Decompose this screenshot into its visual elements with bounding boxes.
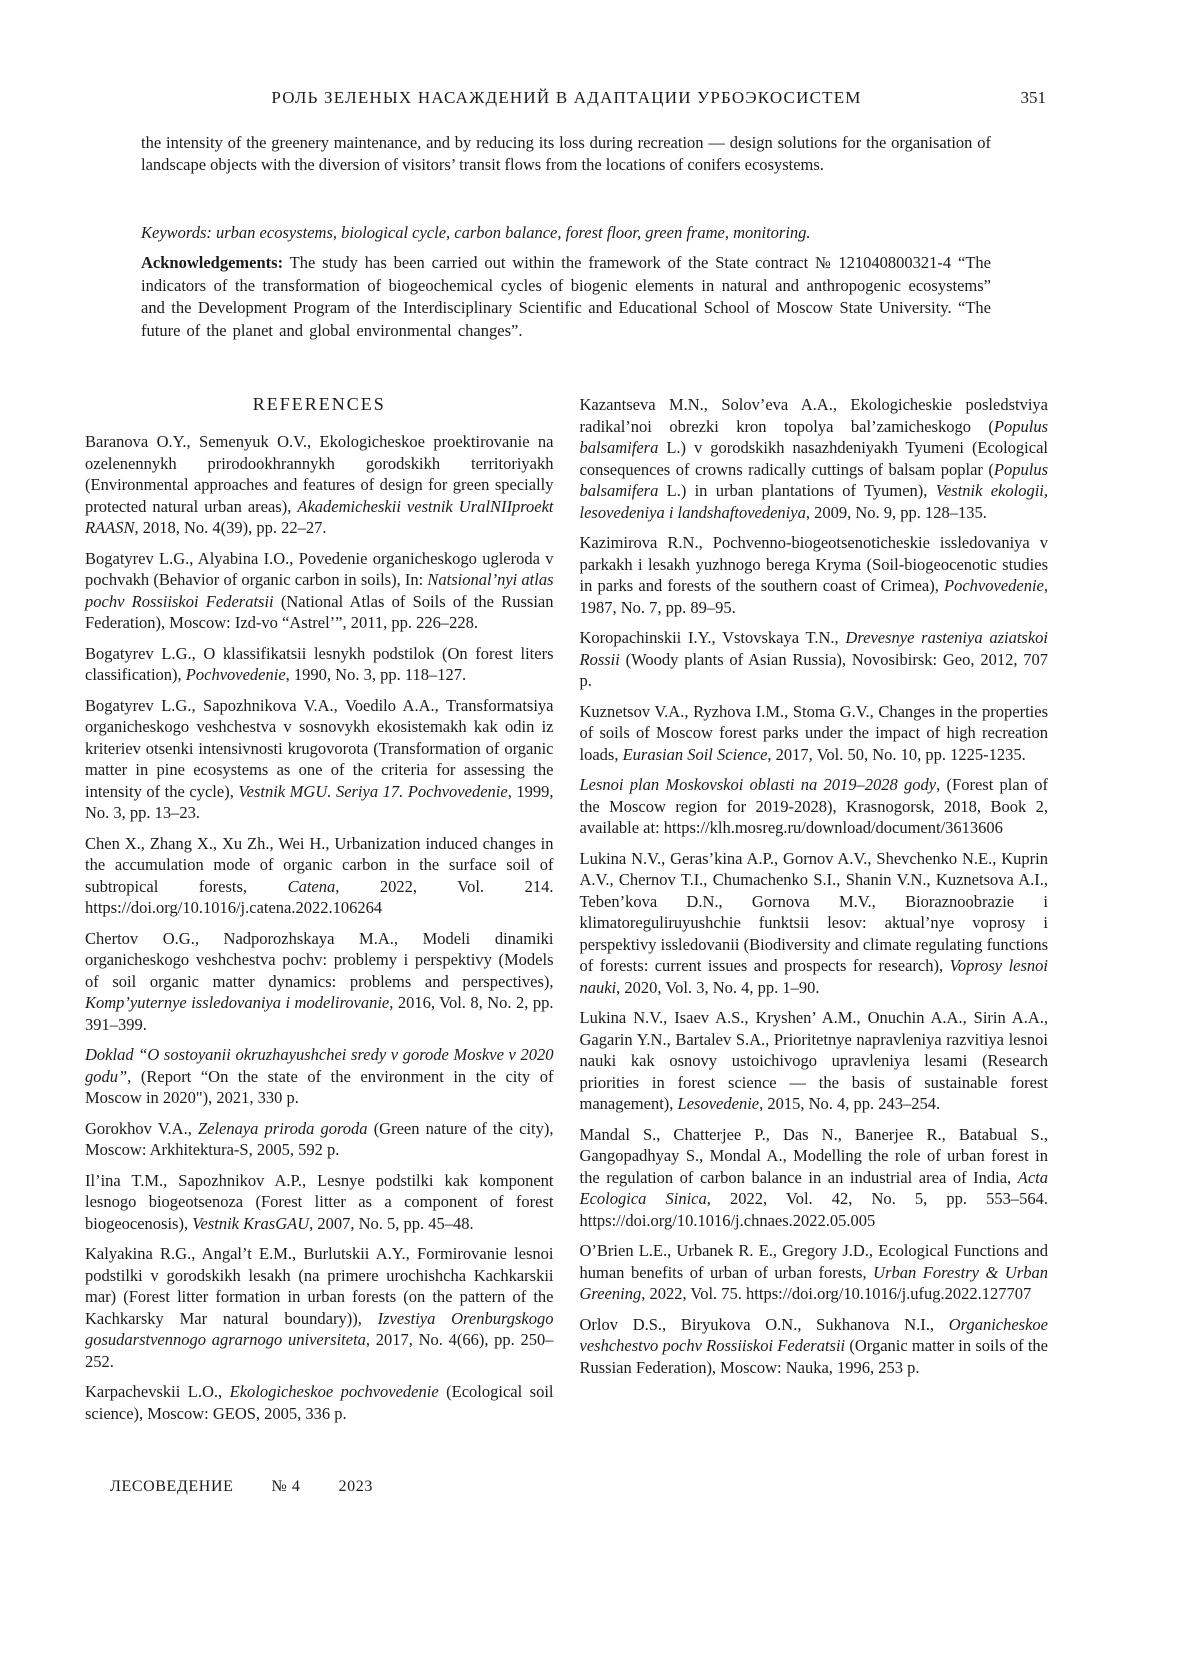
reference-item [85, 1044, 554, 1109]
reference-text: , 2009, No. 9, pp. 128–135. [805, 502, 987, 522]
reference-source-title: Organicheskoe veshchestvo pochv Rossiiskoi Federatsii [579, 1314, 1048, 1355]
references-column-right [580, 394, 1049, 1433]
reference-item [85, 1170, 554, 1235]
reference-text: Bogatyrev L.G., Alyabina I.O., Povedenie organicheskogo ugleroda v pochvakh (Behavior of organic carbon in soils), In: [85, 548, 554, 589]
reference-text: , 2015, No. 4, pp. 243–254. [759, 1094, 941, 1113]
reference-text: Bogatyrev L.G., O klassifikatsii lesnykh podstilok (On forest liters classification), [85, 643, 554, 684]
reference-source-title: Voprosy lesnoi nauki [579, 956, 1049, 997]
reference-text: (Report “On the state of the environment in the city of Moscow in 2020"), 2021, 330 p. [85, 1066, 554, 1107]
reference-text: (Organic matter in soils of the Russian Federation), Moscow: Nauka, 1996, 253 p. [579, 1336, 1048, 1377]
reference-text: Gorokhov V.A., [85, 1118, 198, 1138]
reference-source-title: Pochvovedenie [185, 665, 286, 684]
running-title: РОЛЬ ЗЕЛЕНЫХ НАСАЖДЕНИЙ В АДАПТАЦИИ УРБОЭКОСИСТЕМ [271, 88, 862, 107]
reference-text: (Green nature of the city), Moscow: Arkhitektura-S, 2005, 592 p. [85, 1118, 554, 1159]
keywords-paragraph [141, 222, 991, 244]
footer [110, 1478, 411, 1496]
reference-text: , 2022, Vol. 42, No. 5, pp. 553–564. https://doi.org/10.1016/j.chnaes.2022.05.005 [579, 1189, 1048, 1230]
reference-item [85, 643, 554, 686]
reference-text: , 2022, Vol. 214. https://doi.org/10.1016/j.catena.2022.106264 [85, 876, 554, 917]
reference-source-title: Vestnik KrasGAU [192, 1213, 310, 1233]
reference-item [85, 928, 554, 1036]
reference-text: , (Forest plan of the Moscow region for 2019-2028), Krasnogorsk, 2018, Book 2, available at: https://klh.mosreg.ru/download/document/3613606 [579, 775, 1048, 837]
reference-text: , 1999, No. 3, pp. 13–23. [85, 781, 554, 822]
reference-source-title: Akademicheskii vestnik UralNIIproekt RAASN [85, 496, 554, 537]
reference-item [580, 1124, 1049, 1232]
reference-text: (Woody plants of Asian Russia), Novosibirsk: Geo, 2012, 707 p. [579, 649, 1048, 690]
reference-text: (National Atlas of Soils of the Russian Federation), Moscow: Izd-vo “Astrel’”, 2011, pp. 226–228. [85, 591, 554, 632]
reference-source-title: Drevesnye rasteniya aziatskoi Rossii [579, 628, 1049, 669]
reference-source-title: Urban Forestry & Urban Greening [579, 1262, 1048, 1303]
reference-text: Bogatyrev L.G., Sapozhnikova V.A., Voedilo A.A., Transformatsiya organicheskogo veshchestva v sosnovykh ekosistemakh kak odin iz kriteriev otsenki intensivnosti krugovorota (Transformation of organic matter in pine ecosystems as one of the criteria for assessing the intensity of the cycle), [85, 695, 554, 801]
reference-item [85, 1118, 554, 1161]
references-list-left [85, 431, 554, 1424]
reference-text: Kazimirova R.N., Pochvenno-biogeotsenoticheskie issledovaniya v parkakh i lesakh yuzhnogo berega Kryma (Soil-biogeocenotic studies in parks and forests of the southern coast of Crimea), [579, 533, 1048, 595]
reference-text: , 2016, Vol. 8, No. 2, pp. 391–399. [85, 993, 554, 1034]
reference-source-title: Acta Ecologica Sinica [579, 1167, 1048, 1208]
reference-source-title: Natsional’nyi atlas pochv Rossiiskoi Federatsii [85, 570, 554, 611]
reference-source-title: Komp’yuternye issledovaniya i modelirovanie [85, 993, 390, 1012]
footer-year: 2023 [338, 1478, 373, 1495]
reference-item [85, 695, 554, 824]
acknowledgements-paragraph [141, 252, 991, 342]
reference-text: (Ecological soil science), Moscow: GEOS, 2005, 336 p. [85, 1382, 554, 1423]
acknowledgements-label: Acknowledgements: [141, 253, 284, 272]
reference-text: , 2017, Vol. 50, No. 10, pp. 1225-1235. [767, 744, 1026, 764]
running-head [85, 88, 1048, 112]
reference-item [580, 532, 1049, 618]
reference-item [85, 1243, 554, 1372]
reference-item [85, 548, 554, 634]
reference-text: , 2007, No. 5, pp. 45–48. [309, 1213, 474, 1233]
reference-source-title: Catena [287, 876, 336, 896]
reference-text: Il’ina T.M., Sapozhnikov A.P., Lesnye podstilki kak komponent lesnogo biogeotsenoza (Forest litter as a component of forest biogeocenosis), [85, 1170, 554, 1233]
reference-text: Chertov O.G., Nadporozhskaya M.A., Modeli dinamiki organicheskogo veshchestva pochv: problemy i perspektivy (Models of soil organic matter dynamics: problems and perspectives), [85, 928, 554, 991]
reference-source-title: Izvestiya Orenburgskogo gosudarstvennogo agrarnogo universiteta [85, 1308, 554, 1349]
reference-item [580, 394, 1049, 523]
reference-item [85, 431, 554, 539]
reference-text: Chen X., Zhang X., Xu Zh., Wei H., Urbanization induced changes in the accumulation mode of organic carbon in the surface soil of subtropical forests, [85, 833, 554, 896]
references-column-left [85, 394, 554, 1433]
reference-text: Koropachinskii I.Y., Vstovskaya T.N., [579, 628, 846, 647]
reference-item [580, 848, 1049, 999]
reference-item [85, 1381, 554, 1424]
reference-source-title: Doklad “O sostoyanii okruzhayushchei sredy v gorode Moskve v 2020 godu”, [85, 1045, 554, 1086]
reference-text: , 1987, No. 7, pp. 89–95. [579, 576, 1048, 617]
references-heading: REFERENCES [252, 394, 386, 414]
reference-text: Lukina N.V., Geras’kina A.P., Gornov A.V., Shevchenko N.E., Kuprin A.V., Chernov T.I., Chumachenko S.I., Shanin V.N., Kuznetsova A.I., Teben’kova D.N., Gornova M.V., Bioraznoobrazie i klimatoreguliruyushchie funktsii lesov: aktual’nye voprosy i perspektivy issledovanii (Biodiversity and climate regulating functions of forests: current issues and prospects for research), [579, 848, 1048, 975]
reference-source-title: Populus balsamifera [579, 459, 1048, 500]
reference-text: Kalyakina R.G., Angal’t E.M., Burlutskii A.Y., Formirovanie lesnoi podstilki v gorodskikh lesakh (na primere urochishcha Kachkarskii mar) (Forest litter formation in urban forests (on the pattern of the Kachkarsky Mar natural boundary)), [85, 1244, 554, 1328]
reference-item [580, 1314, 1049, 1379]
reference-text: , 2018, No. 4(39), pp. 22–27. [134, 518, 327, 537]
reference-source-title: Eurasian Soil Science [622, 744, 768, 764]
reference-text: Baranova O.Y., Semenyuk O.V., Ekologicheskoe proektirovanie na ozelenennykh prirodookhrannykh gorodskikh territoriyakh (Environmental approaches and features of design for green specially protected natural urban areas), [85, 432, 554, 516]
footer-issue: № 4 [271, 1478, 301, 1495]
keywords-label: Keywords: [141, 223, 212, 242]
reference-text: Karpachevskii L.O., [85, 1382, 230, 1401]
reference-source-title: Ekologicheskoe pochvovedenie [229, 1382, 439, 1401]
reference-source-title: Lesovedenie [677, 1094, 760, 1113]
page-number: 351 [1020, 88, 1046, 107]
references-list-right [580, 394, 1049, 1378]
reference-text: Kazantseva M.N., Solov’eva A.A., Ekologicheskie posledstviya radikal’noi obrezki kron topolya bal’zamicheskogo ( [579, 395, 1048, 436]
reference-text: , 1990, No. 3, pp. 118–127. [285, 665, 467, 684]
reference-text: Orlov D.S., Biryukova O.N., Sukhanova N.I., [579, 1314, 949, 1334]
page-content [85, 88, 1048, 1433]
reference-source-title: Zelenaya priroda goroda [197, 1118, 368, 1138]
reference-source-title: Populus balsamifera [579, 416, 1048, 457]
reference-text: O’Brien L.E., Urbanek R. E., Gregory J.D., Ecological Functions and human benefits of urban of urban forests, [579, 1241, 1048, 1282]
reference-source-title: Vestnik MGU. Seriya 17. Pochvovedenie [238, 781, 508, 801]
intro-paragraph: the intensity of the greenery maintenance, and by reducing its loss during recreation — design solutions for the organisation of landscape objects with the diversion of visitors’ transit flows from the locations of conifers ecosystems. [141, 133, 991, 174]
reference-item [580, 701, 1049, 766]
references-columns [85, 394, 1048, 1433]
keywords-text: urban ecosystems, biological cycle, carbon balance, forest floor, green frame, monitoring. [216, 223, 811, 242]
acknowledgements-text: The study has been carried out within the framework of the State contract № 121040800321-4 “The indicators of the transformation of biogeochemical cycles of biogenic elements in natural and anthropogenic ecosystems” and the Development Program of the Interdisciplinary Scientific and Educational School of Moscow State University. “The future of the planet and global environmental changes”. [141, 253, 991, 340]
reference-source-title: Pochvovedenie [944, 576, 1044, 595]
front-matter [141, 132, 991, 342]
reference-source-title: Lesnoi plan Moskovskoi oblasti na 2019–2028 gody [579, 775, 937, 794]
reference-item [580, 1240, 1049, 1305]
reference-text: , 2022, Vol. 75. https://doi.org/10.1016/j.ufug.2022.127707 [641, 1284, 1032, 1303]
reference-item [580, 1007, 1049, 1115]
reference-source-title: Vestnik ekologii, lesovedeniya i landshaftovedeniya [579, 481, 1048, 522]
reference-text: L.) in urban plantations of Tyumen), [658, 481, 936, 500]
reference-text: L.) v gorodskikh nasazhdeniyakh Tyumeni (Ecological consequences of crowns radically cuttings of balsam poplar ( [579, 438, 1048, 479]
reference-item [580, 774, 1049, 839]
reference-text: Lukina N.V., Isaev A.S., Kryshen’ A.M., Onuchin A.A., Sirin A.A., Gagarin Y.N., Bartalev S.A., Prioritetnye napravleniya razvitiya lesnoi nauki kak osnovy ustoichivogo upravleniya lesami (Research priorities in forest science — the basis of sustainable forest management), [579, 1008, 1048, 1113]
reference-item [85, 833, 554, 919]
reference-text: , 2020, Vol. 3, No. 4, pp. 1–90. [616, 977, 820, 997]
reference-text: , 2017, No. 4(66), pp. 250–252. [85, 1330, 554, 1371]
footer-journal-name: ЛЕСОВЕДЕНИЕ [110, 1478, 234, 1495]
reference-text: Kuznetsov V.A., Ryzhova I.M., Stoma G.V., Changes in the properties of soils of Moscow forest parks under the impact of high recreation loads, [579, 701, 1048, 764]
reference-text: Mandal S., Chatterjee P., Das N., Banerjee R., Batabual S., Gangopadhyay S., Mondal A., Modelling the role of urban forest in the regulation of carbon balance in an industrial area of India, [579, 1124, 1048, 1187]
reference-item [580, 627, 1049, 692]
